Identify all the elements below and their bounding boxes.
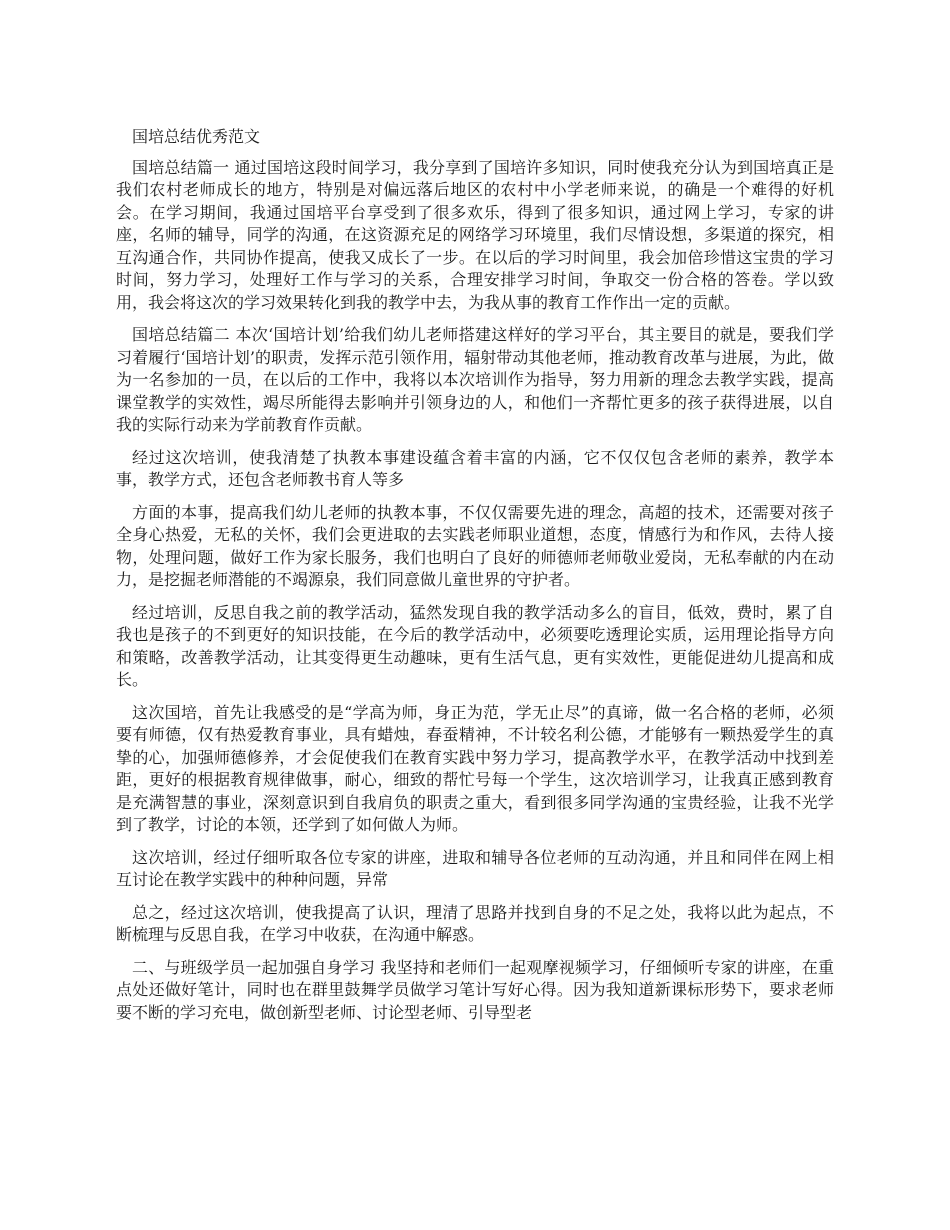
document-page: [116, 126, 834, 1034]
paragraph-5: 经过培训，反思自我之前的教学活动，猛然发现自我的教学活动多么的盲目，低效，费时，累了自我也是孩子的不到更好的知识技能，在今后的教学活动中，必须要吃透理论实质，运用理论指导方向和策略，改善教学活动，让其变得更生动趣味，更有生活气息，更有实效性，更能促进幼儿提高和成长。: [116, 602, 834, 689]
paragraph-2: 国培总结篇二 本次‘国培计划’给我们幼儿老师搭建这样好的学习平台，其主要目的就是，要我们学习着履行‘国培计划’的职责，发挥示范引领作用，辐射带动其他老师，推动教育改革与进展，为此，做为一名参加的一员，在以后的工作中，我将以本次培训作为指导，努力用新的理念去教学实践，提高课堂教学的实效性，竭尽所能得去影响并引领身边的人，和他们一齐帮忙更多的孩子获得进展，以自我的实际行动来为学前教育作贡献。: [116, 325, 834, 434]
paragraph-3: 经过这次培训，使我清楚了执教本事建设蕴含着丰富的内涵，它不仅仅包含老师的素养，教学本事，教学方式，还包含老师教书育人等多: [116, 447, 834, 489]
paragraph-8: 总之，经过这次培训，使我提高了认识，理清了思路并找到自身的不足之处，我将以此为起点，不断梳理与反思自我，在学习中收获，在沟通中解惑。: [116, 902, 834, 944]
paragraph-7: 这次培训，经过仔细听取各位专家的讲座，进取和辅导各位老师的互动沟通，并且和同伴在网上相互讨论在教学实践中的种种问题，异常: [116, 847, 834, 889]
paragraph-6: 这次国培，首先让我感受的是“学高为师，身正为范，学无止尽”的真谛，做一名合格的老师，必须要有师德，仅有热爱教育事业，具有蜡烛，春蚕精神，不计较名利公德，才能够有一颗热爱学生的真挚的心，加强师德修养，才会促使我们在教育实践中努力学习，提高教学水平，在教学活动中找到差距，更好的根据教育规律做事，耐心，细致的帮忙号每一个学生，这次培训学习，让我真正感到教育是充满智慧的事业，深刻意识到自我肩负的职责之重大，看到很多同学沟通的宝贵经验，让我不光学到了教学，讨论的本领，还学到了如何做人为师。: [116, 702, 834, 834]
paragraph-9: 二、与班级学员一起加强自身学习 我坚持和老师们一起观摩视频学习，仔细倾听专家的讲座，在重点处还做好笔计，同时也在群里鼓舞学员做学习笔计写好心得。因为我知道新课标形势下，要求老师要不断的学习充电，做创新型老师、讨论型老师、引导型老: [116, 957, 834, 1022]
document-title: 国培总结优秀范文: [132, 127, 261, 146]
paragraph-4: 方面的本事，提高我们幼儿老师的执教本事，不仅仅需要先进的理念，高超的技术，还需要对孩子全身心热爱，无私的关怀，我们会更进取的去实践老师职业道想，态度，情感行为和作风，去待人接物，处理问题，做好工作为家长服务，我们也明白了良好的师德师老师敬业爱岗，无私奉献的内在动力，是挖掘老师潜能的不竭源泉，我们同意做儿童世界的守护者。: [116, 502, 834, 589]
paragraph-1: 国培总结篇一 通过国培这段时间学习，我分享到了国培许多知识，同时使我充分认为到国培真正是我们农村老师成长的地方，特别是对偏远落后地区的农村中小学老师来说，的确是一个难得的好机会。在学习期间，我通过国培平台享受到了很多欢乐，得到了很多知识，通过网上学习，专家的讲座，名师的辅导，同学的沟通，在这资源充足的网络学习环境里，我们尽情设想，多渠道的探究，相互沟通合作，共同协作提高，使我又成长了一步。在以后的学习时间里，我会加倍珍惜这宝贵的学习时间，努力学习，处理好工作与学习的关系，合理安排学习时间，争取交一份合格的答卷。学以致用，我会将这次的学习效果转化到我的教学中去，为我从事的教育工作作出一定的贡献。: [116, 157, 834, 312]
